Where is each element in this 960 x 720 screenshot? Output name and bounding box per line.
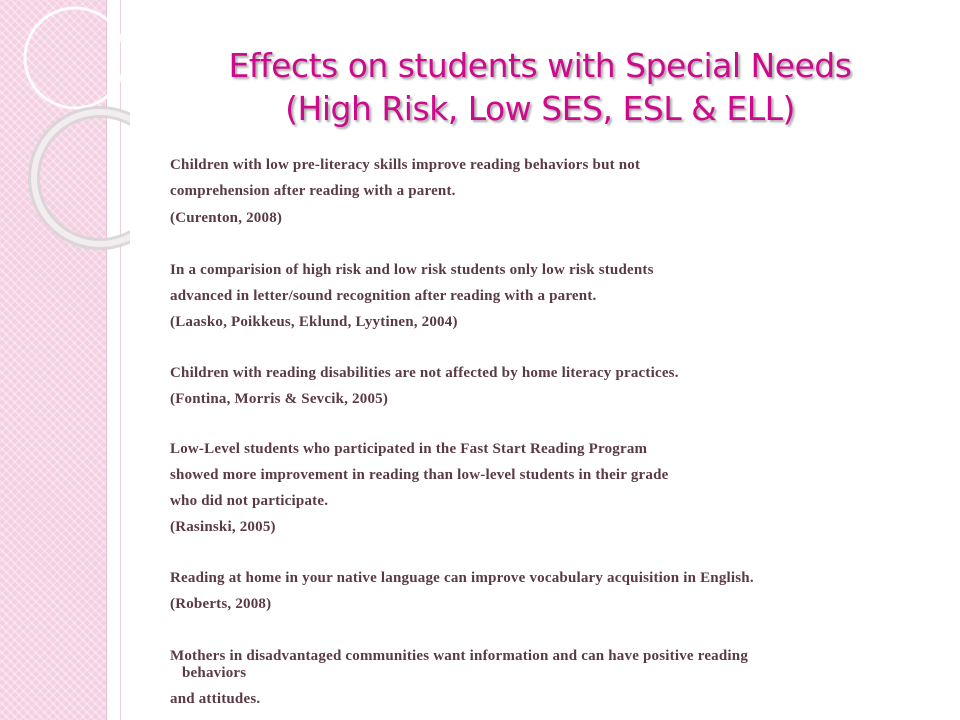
body-line: Low-Level students who participated in the Fast Start Reading Program — [170, 441, 648, 457]
page-title — [140, 44, 940, 130]
body-line: Children with reading disabilities are not affected by home literacy practices. — [170, 365, 679, 381]
body-line: who did not participate. — [170, 493, 329, 509]
citation-line: (Curenton, 2008) — [170, 210, 283, 226]
citation-line: (Fontina, Morris & Sevcik, 2005) — [170, 391, 389, 407]
body-line: advanced in letter/sound recognition after reading with a parent. — [170, 288, 597, 304]
body-line: Reading at home in your native language can improve vocabulary acquisition in English. — [170, 570, 754, 586]
body-line: showed more improvement in reading than low-level students in their grade — [170, 467, 669, 483]
citation-line: (Roberts, 2008) — [170, 596, 272, 612]
body-line: In a comparision of high risk and low risk students only low risk students — [170, 262, 654, 278]
body-line: comprehension after reading with a parent. — [170, 183, 456, 199]
citation-line: (Rasinski, 2005) — [170, 519, 276, 535]
body-line: and attitudes. — [170, 691, 261, 707]
body-line: Mothers in disadvantaged communities want information and can have positive reading — [170, 648, 749, 664]
decorative-rings-graphic — [0, 0, 130, 260]
body-line: behaviors — [182, 665, 247, 681]
citation-line: (Laasko, Poikkeus, Eklund, Lyytinen, 2004) — [170, 314, 458, 330]
title-line-2: (High Risk, Low SES, ESL & ELL) — [285, 89, 795, 128]
title-line-1: Effects on students with Special Needs — [228, 46, 852, 85]
body-line: Children with low pre-literacy skills improve reading behaviors but not — [170, 157, 641, 173]
